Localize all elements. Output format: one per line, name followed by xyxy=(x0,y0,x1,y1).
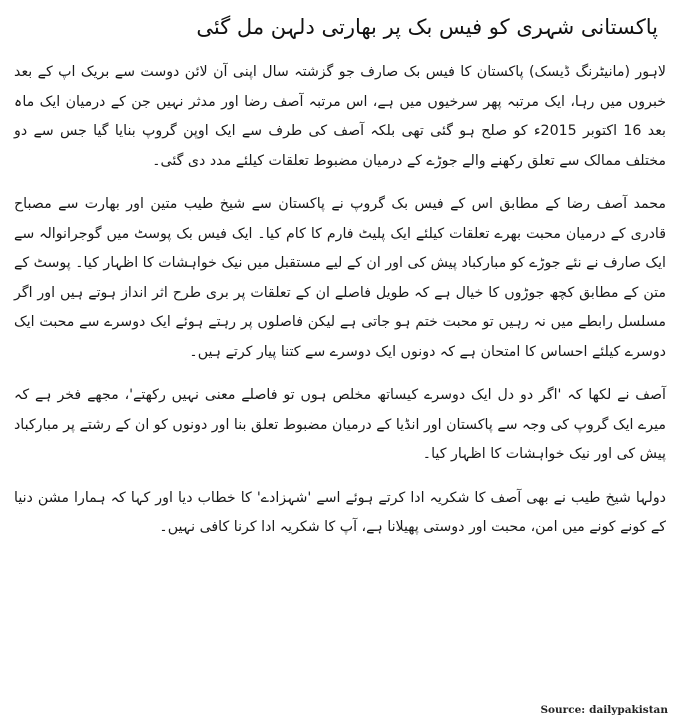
source-credit xyxy=(540,704,668,716)
source-label: Source: xyxy=(540,704,586,716)
article-paragraph-2: محمد آصف رضا کے مطابق اس کے فیس بک گروپ نے پاکستان سے شیخ طیب متین اور بھارت سے مصباح قادری کے درمیان محبت بھرے تعلقات کیلئے ایک پلیٹ فارم کا کام کیا۔ ایک فیس بک پوسٹ میں گوجرانوالہ سے ایک صارف نے نئے جوڑے کو مبارکباد پیش کی اور ان کے لیے مستقبل میں نیک خواہشات کا اظہار کیا۔ پوسٹ کے متن کے مطابق کچھ جوڑوں کا خیال ہے کہ طویل فاصلے ان کے تعلقات پر بری طرح اثر انداز ہوتے ہیں اور اگر مسلسل رابطے میں نہ رہیں تو محبت ختم ہو جاتی ہے لیکن فاصلوں پر رہتے ہوئے ایک دوسرے سے محبت ایک دوسرے کیلئے احساس کا امتحان ہے کہ دونوں ایک دوسرے سے کتنا پیار کرتے ہیں۔ xyxy=(14,196,666,360)
article-headline: پاکستانی شہری کو فیس بک پر بھارتی دلہن مل گئی xyxy=(196,15,658,39)
source-name: dailypakistan xyxy=(589,704,668,716)
article-body xyxy=(14,58,666,543)
article-paragraph-1: لاہور (مانیٹرنگ ڈیسک) پاکستان کا فیس بک صارف جو گزشتہ سال اپنی آن لائن دوست سے بریک اپ کے بعد خبروں میں رہا، ایک مرتبہ پھر سرخیوں میں ہے، اس مرتبہ آصف رضا اور مدثر نہیں جن کے درمیان ایک ماہ بعد 16 اکتوبر 2015ء کو صلح ہو گئی تھی بلکہ آصف کی طرف سے ایک اوپن گروپ بنایا گیا جس سے دو مختلف ممالک سے تعلق رکھنے والے جوڑے کے درمیان مضبوط تعلقات کیلئے مدد دی گئی۔ xyxy=(14,64,666,169)
article-paragraph-3: آصف نے لکھا کہ 'اگر دو دل ایک دوسرے کیساتھ مخلص ہوں تو فاصلے معنی نہیں رکھتے'، مجھے فخر ہے کہ میرے ایک گروپ کی وجہ سے پاکستان اور انڈیا کے درمیان مضبوط تعلق بنا اور دونوں کو ان کے رشتے پر مبارکباد پیش کی اور نیک خواہشات کا اظہار کیا۔ xyxy=(13,387,666,462)
article-paragraph-4: دولہا شیخ طیب نے بھی آصف کا شکریہ ادا کرتے ہوئے اسے 'شہزادے' کا خطاب دیا اور کہا کہ ہمارا مشن دنیا کے کونے کونے میں امن، محبت اور دوستی پھیلانا ہے، آپ کا شکریہ ادا کرنا کافی نہیں۔ xyxy=(14,489,666,535)
